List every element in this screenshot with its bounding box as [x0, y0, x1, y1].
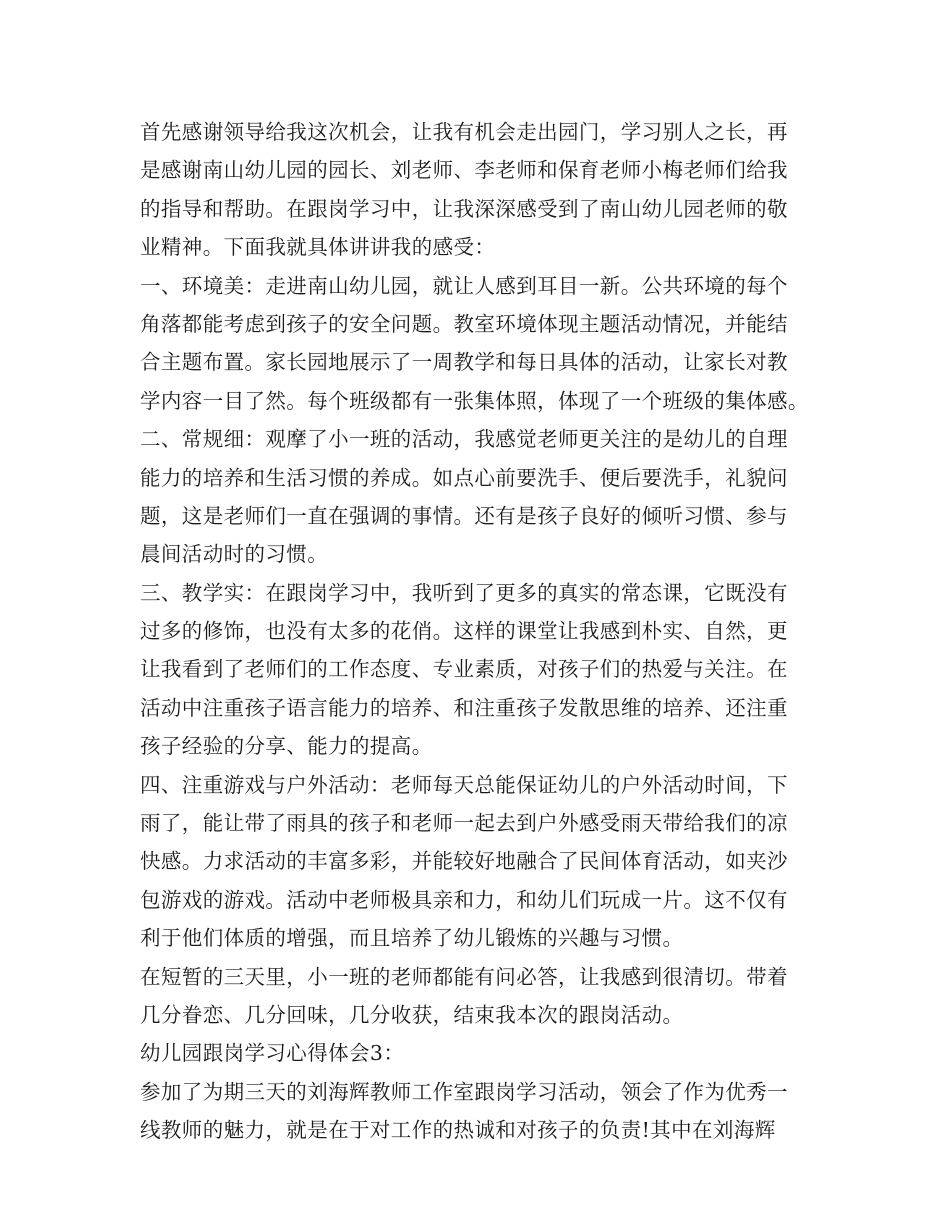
text-line: 参加了为期三天的刘海辉教师工作室跟岗学习活动，领会了作为优秀一: [140, 1079, 788, 1104]
section-teaching-line: 三、教学实：在跟岗学习中，我听到了更多的真实的常态课，它既没有: [140, 580, 788, 605]
text-line: 题，这是老师们一直在强调的事情。还有是孩子良好的倾听习惯、参与: [140, 503, 788, 528]
text-line: 业精神。下面我就具体讲讲我的感受：: [140, 235, 496, 260]
text-line: 是感谢南山幼儿园的园长、刘老师、李老师和保育老师小梅老师们给我: [140, 158, 788, 183]
text-line: 首先感谢领导给我这次机会，让我有机会走出园门，学习别人之长，再: [140, 120, 788, 144]
section-routine-line: 二、常规细：观摩了小一班的活动，我感觉老师更关注的是幼儿的自理: [140, 427, 788, 452]
text-line: 让我看到了老师们的工作态度、专业素质，对孩子们的热爱与关注。在: [140, 657, 788, 682]
document-body: [140, 113, 815, 1150]
text-line: 利于他们体质的增强，而且培养了幼儿锻炼的兴趣与习惯。: [140, 926, 684, 951]
text-line: 几分眷恋、几分回味，几分收获，结束我本次的跟岗活动。: [140, 1002, 684, 1027]
section-heading: 幼儿园跟岗学习心得体会3：: [140, 1041, 405, 1066]
text-line: 在短暂的三天里，小一班的老师都能有问必答，让我感到很清切。带着: [140, 964, 788, 989]
text-line: 快感。力求活动的丰富多彩，并能较好地融合了民间体育活动，如夹沙: [140, 849, 788, 874]
section-outdoor-line: 四、注重游戏与户外活动：老师每天总能保证幼儿的户外活动时间，下: [140, 772, 788, 797]
text-line: 角落都能考虑到孩子的安全问题。教室环境体现主题活动情况，并能结: [140, 311, 788, 336]
section-environment-line: 一、环境美：走进南山幼儿园，就让人感到耳目一新。公共环境的每个: [140, 273, 788, 298]
text-line: 的指导和帮助。在跟岗学习中，让我深深感受到了南山幼儿园老师的敬: [140, 196, 788, 221]
text-line: 晨间活动时的习惯。: [140, 542, 329, 567]
text-line: 能力的培养和生活习惯的养成。如点心前要洗手、便后要洗手，礼貌问: [140, 465, 788, 490]
text-line: 过多的修饰，也没有太多的花俏。这样的课堂让我感到朴实、自然，更: [140, 619, 788, 644]
text-line: 雨了，能让带了雨具的孩子和老师一起去到户外感受雨天带给我们的凉: [140, 811, 788, 836]
text-line: 活动中注重孩子语言能力的培养、和注重孩子发散思维的培养、还注重: [140, 695, 788, 720]
text-line: 线教师的魅力，就是在于对工作的热诚和对孩子的负责!其中在刘海辉: [140, 1118, 776, 1143]
text-line: 学内容一目了然。每个班级都有一张集体照，体现了一个班级的集体感。: [140, 388, 809, 413]
text-line: 合主题布置。家长园地展示了一周教学和每日具体的活动，让家长对教: [140, 350, 788, 375]
text-line: 孩子经验的分享、能力的提高。: [140, 734, 433, 759]
text-line: 包游戏的游戏。活动中老师极具亲和力，和幼儿们玩成一片。这不仅有: [140, 887, 788, 912]
